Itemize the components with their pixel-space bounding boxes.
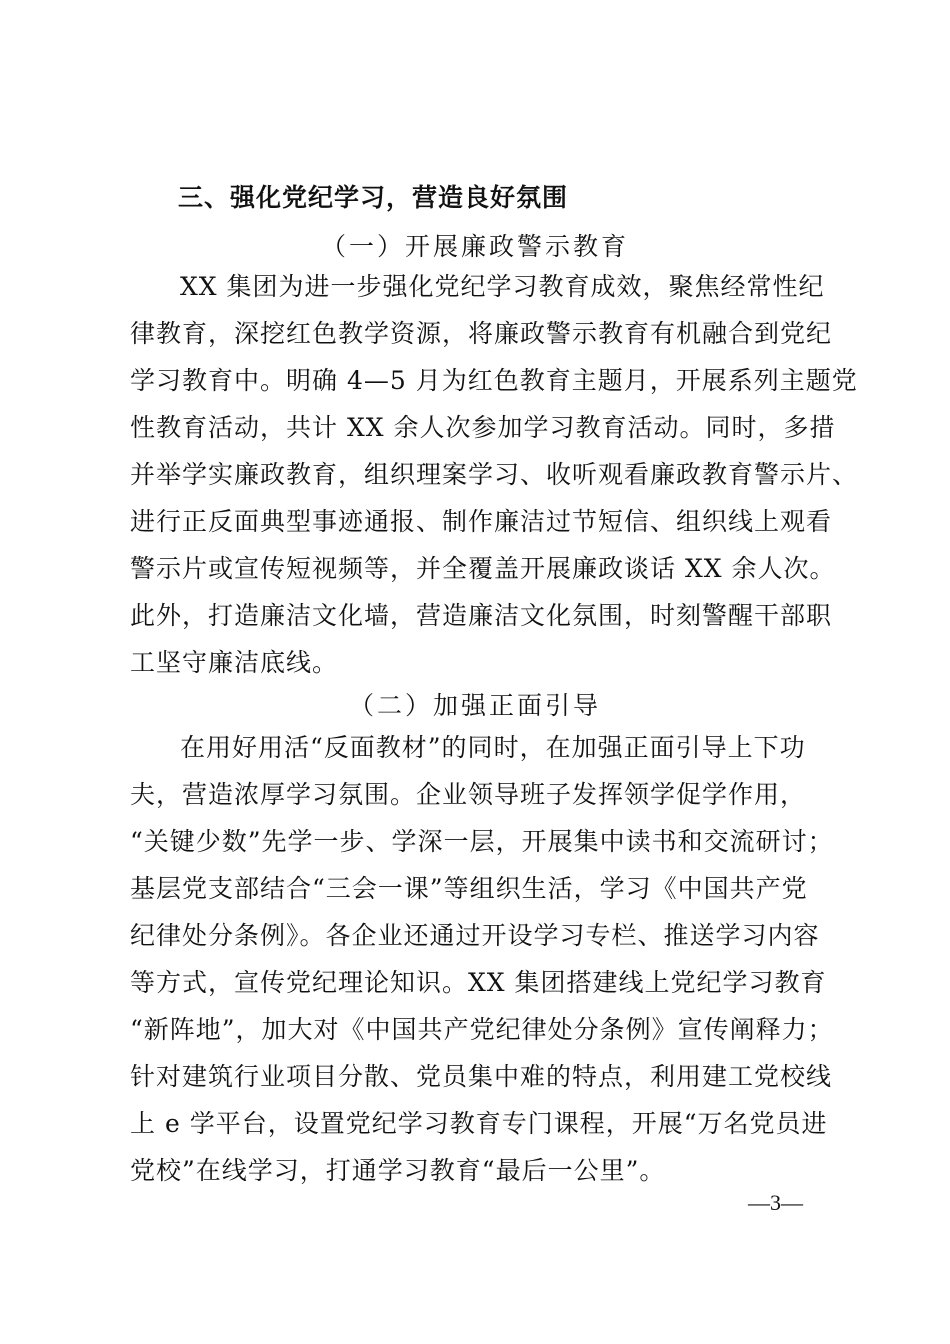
- section-title: 三、强化党纪学习，营造良好氛围: [178, 183, 569, 212]
- paragraph-line: 在用好用活“反面教材”的同时，在加强正面引导上下功: [180, 733, 806, 762]
- paragraph-line: 并举学实廉政教育，组织理案学习、收听观看廉政教育警示片、: [130, 460, 859, 489]
- page-number: —3—: [748, 1190, 803, 1215]
- paragraph-line: 纪律处分条例》。各企业还通过开设学习专栏、推送学习内容: [130, 921, 820, 950]
- paragraph-line: 此外，打造廉洁文化墙，营造廉洁文化氛围，时刻警醒干部职: [130, 601, 833, 630]
- paragraph-line: 进行正反面典型事迹通报、制作廉洁过节短信、组织线上观看: [130, 507, 833, 536]
- paragraph-line: 上 e 学平台，设置党纪学习教育专门课程，开展“万名党员进: [130, 1109, 828, 1138]
- paragraph-line: 性教育活动，共计 XX 余人次参加学习教育活动。同时，多措: [130, 413, 836, 442]
- paragraph-line: 党校”在线学习，打通学习教育“最后一公里”。: [130, 1156, 666, 1185]
- paragraph-line: “关键少数”先学一步、学深一层，开展集中读书和交流研讨；: [130, 827, 834, 856]
- paragraph-line: 警示片或宣传短视频等，并全覆盖开展廉政谈话 XX 余人次。: [130, 554, 836, 583]
- paragraph-line: 等方式，宣传党纪理论知识。XX 集团搭建线上党纪学习教育: [130, 968, 827, 997]
- paragraph-line: “新阵地”，加大对《中国共产党纪律处分条例》宣传阐释力；: [130, 1015, 834, 1044]
- subsection-title: （二）加强正面引导: [348, 691, 601, 720]
- paragraph-line: 夫，营造浓厚学习氛围。企业领导班子发挥领学促学作用，: [130, 780, 807, 809]
- paragraph-line: 针对建筑行业项目分散、党员集中难的特点，利用建工党校线: [130, 1062, 833, 1091]
- paragraph-line: 律教育，深挖红色教学资源，将廉政警示教育有机融合到党纪: [130, 319, 833, 348]
- paragraph-line: 基层党支部结合“三会一课”等组织生活，学习《中国共产党: [130, 874, 808, 903]
- paragraph-line: XX 集团为进一步强化党纪学习教育成效，聚焦经常性纪: [180, 272, 825, 301]
- paragraph-line: 学习教育中。明确 4—5 月为红色教育主题月，开展系列主题党: [130, 366, 858, 395]
- paragraph-line: 工坚守廉洁底线。: [130, 648, 339, 677]
- subsection-title: （一）开展廉政警示教育: [320, 232, 629, 261]
